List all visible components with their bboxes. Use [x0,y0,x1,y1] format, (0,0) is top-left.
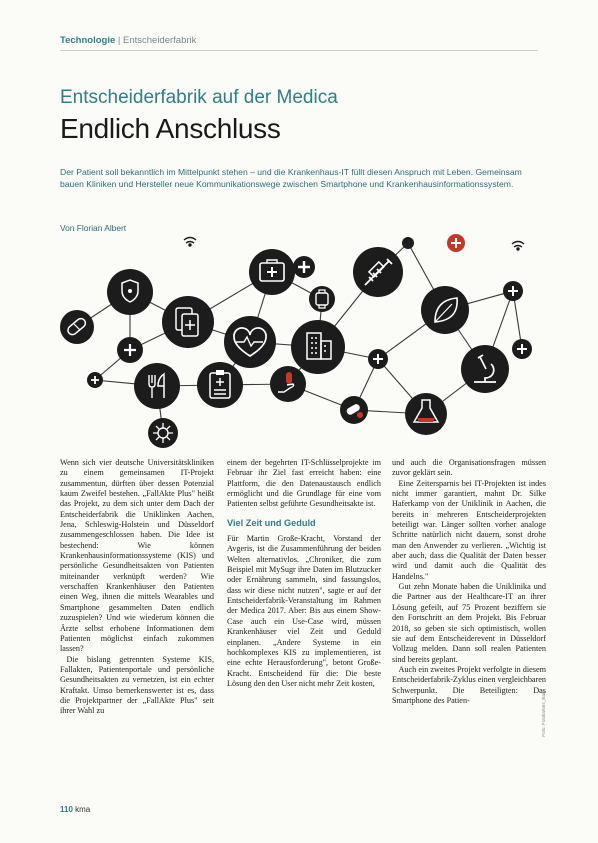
plus-icon [503,281,523,301]
photo-credit: Foto: Fotolia/Mrs_Bara [541,690,546,737]
plus-icon [87,372,103,388]
plus-icon [117,337,143,363]
shield-icon [107,269,153,315]
magazine-name: kma [75,805,91,814]
page-footer [60,805,90,814]
microscope-icon [461,345,509,393]
paragraph: Auch ein zweites Projekt verfolgte in diesem Entscheiderfabrik-Zyklus einen vergleichbaren Schwerpunkt. Die Beteiligten: Das Smartphone des Patien- [392,664,546,705]
article-subtitle: Entscheiderfabrik auf der Medica [60,87,338,108]
header-rule [60,50,538,51]
text-column-2 [227,458,381,689]
text-column-3 [392,458,546,706]
hospital-building-icon [291,320,345,374]
pills-icon [340,396,368,424]
virus-icon [148,418,178,448]
section-heading: Viel Zeit und Geduld [227,517,316,528]
paragraph: Eine Zeitersparnis bei IT-Projekten ist indes nicht immer garantiert, mahnt Dr. Silke Haferkamp von der Uniklinik in Aachen, die bereits in mehreren Entscheiderprojekten beteiligt war. Länger sollten vorher analoge Schritte natürlich nicht dauern, sonst drohe man den Anwender zu verlieren. „Wichtig ist aber auch, dass die Qualität der Daten besser wird und damit auch die Qualität des Handelns." [392,478,546,581]
first-aid-kit-icon [249,249,295,295]
heart-pulse-icon [224,316,276,368]
paragraph: Die bislang getrennten Systeme KIS, Fallakten, Patientenportale und persönliche Gesundheitsakten zu vernetzen, ist ein echter Kraftakt. Umso bemerkenswerter ist es, dass die Projektpartner der „FallAkte Plus" seit ihrer Wahl zu [60,654,214,716]
page-number: 110 [60,805,73,814]
section-name: Technologie [60,35,116,46]
clipboard-icon [197,362,243,408]
watch-icon [309,286,335,312]
section-kicker [60,35,196,46]
paragraph: und auch die Organisationsfragen müssen zuvor geklärt sein. [392,458,546,478]
kicker-divider: | [117,35,121,46]
tablet-icon [162,296,214,348]
plus-icon [293,256,315,278]
health-network-illustration [60,232,540,454]
paragraph: Für Martin Große-Kracht, Vorstand der Avgeris, ist die Zusammenführung der beiden Welten alternativlos. „Chroniker, die zum Beispiel mit MySugr ihre Daten im Blutzucker oder Ernährung sammeln, sind fassungslos, dass wir diese nicht nutzen", sagte er auf der Entscheiderfabrik-Veranstaltung im Rahmen der Medica 2017. Aber: Bis aus einem Show-Case auch ein Use-Case wird, müssen Krankenhäuser viel Zeit und Geduld einplanen. „Andere Systeme in ein hochkomplexes KIS zu implementieren, ist eine echte Herausforderung", betont Große-Kracht. Entscheidend für die: Die beste Lösung den den User nicht mehr Zeit kosten, [227,534,381,688]
article-title: Endlich Anschluss [60,113,281,144]
article-lead: Der Patient soll bekanntlich im Mittelpunkt stehen – und die Krankenhaus-IT füllt diesen Anspruch mit Leben. Gemeinsam bauen Kliniken und Hersteller neue Kommunikationswege zwischen Smartphone und Krankenhausinformationssystem. [60,167,522,190]
cutlery-icon [134,363,180,409]
subsection-name: Entscheiderfabrik [123,35,197,46]
plus-icon [368,349,388,369]
flask-icon [405,393,447,435]
paragraph: Gut zehn Monate haben die Uniklinika und die Partner aus der Healthcare-IT an ihrer Lösung gefeilt, auf 75 Prozent beziffern sie den Fortschritt an dem Projekt. Bis Februar 2018, so geben sie sich optimistisch, wollen sie auf dem Entscheiderevent in Düsseldorf Vollzug melden. Dann soll realen Patienten sind bereits geplant. [392,582,546,664]
text-column-1 [60,458,214,717]
article-author: Von Florian Albert [60,223,127,233]
plus-icon [512,339,532,359]
pills-icon [60,310,94,344]
paragraph: Wenn sich vier deutsche Universitätskliniken zu einem gemeinsamen IT-Projekt zusammentun, dürften über dessen Potenzial kaum Zweifel bestehen. „FallAkte Plus" heißt das Projekt, zu dem sich unter dem Dach der Entscheiderfabrik die Uniklinken Aachen, Jena, Schleswig-Holstein und Düsseldorf zusammengeschlossen haben. Die Idee ist bestechend: Wie können Krankenhausinformationssysteme (KIS) und persönliche Gesundheitsakten von Patienten miteinander verknüpft werden? Wie verschaffen Krankenhäuser den Patienten einen Weg, ihnen die mittels Wearables und Smartphone gesammelten Daten endlich zuzuspielen? Und wie wiederum können die Ärzte selbst erhobene Informationen dem Patienten möglichst einfach zukommen lassen? [60,458,214,654]
paragraph: einem der begehrten IT-Schlüsselprojekte im Februar ihr Ziel fast erreicht haben: eine Plattform, die den Datenaustausch endlich ermöglicht und die Grundlage für eine vom Patienten selbst geführte Gesundheitsakte ist. [227,458,381,509]
wifi-icon [184,238,196,247]
hand-pill-icon [270,366,306,402]
syringe-icon [353,247,403,297]
leaf-icon [421,286,469,334]
wifi-icon [512,242,524,251]
